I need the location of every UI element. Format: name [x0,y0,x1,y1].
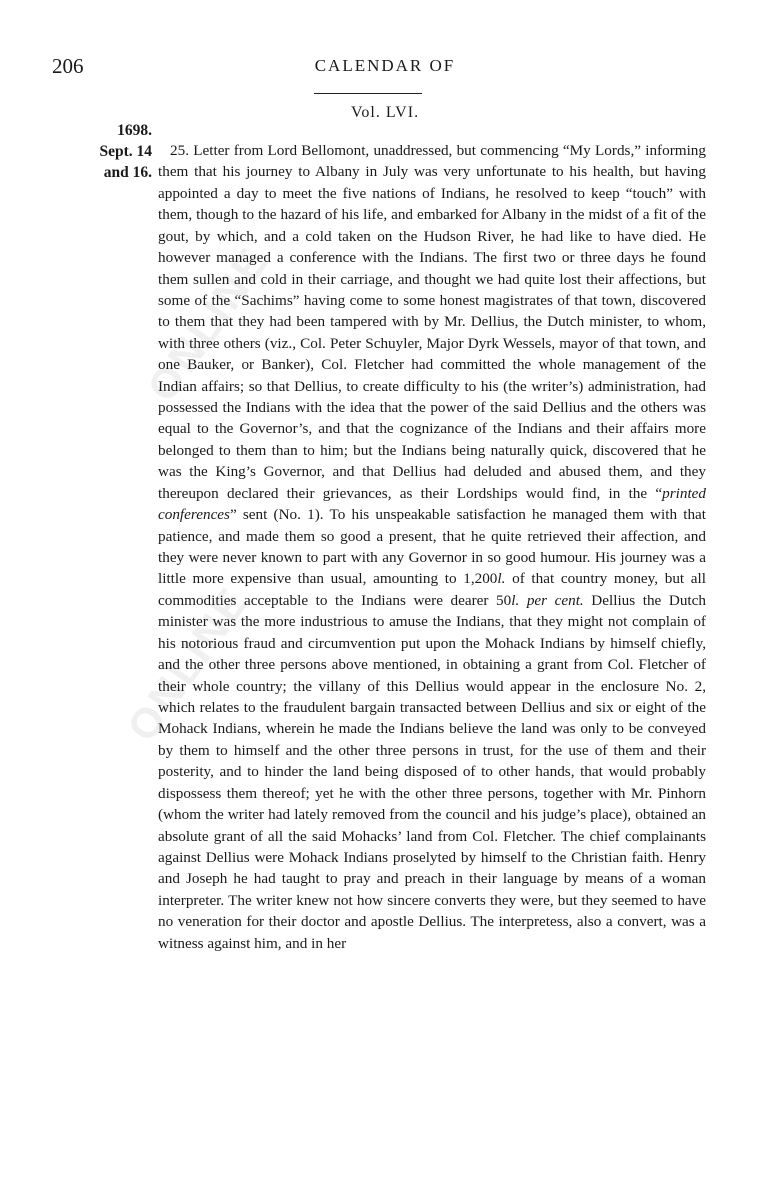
entry-text-part4: Dellius the Dutch minister was the more industrious to amuse the Indians, that they might not complain of his notorious fraud and circumvention put upon the Mohack Indians by himself chiefly, and the other three persons above mentioned, in obtaining a grant from Col. Fletcher of their whole country; the villany of this Dellius would appear in the enclosure No. 2, which relates to the fraudulent bargain transacted between Dellius and six or eight of the Mohack Indians, wherein he made the Indians believe the land was only to be conveyed by them to himself and the other three persons in trust, for the use of them and their posterity, and to hinder the land being disposed of to other hands, that would probably dispossess them thereof; yet he with the other three persons, together with Mr. Pinhorn (whom the writer had lately removed from the council and his judge’s place), obtained an absolute grant of all the said Mohacks’ land from Col. Fletcher. The chief complainants against Dellius were Mohack Indians proselyted by himself to the Christian faith. Henry and Joseph he had taught to pray and preach in their language by means of a woman interpreter. The writer knew not how sincere converts they were, but they seemed to have no veneration for their doctor and apostle Dellius. The interpretess, also a convert, was a witness against him, and in her [158,591,706,952]
watermark: ONLINE [138,237,278,410]
entry-paragraph [158,140,706,954]
calendar-entry [158,140,706,954]
margin-date-note [82,120,152,183]
entry-italic-per-cent: l. per cent. [511,591,584,609]
margin-dates-line1: Sept. 14 [99,143,152,160]
running-title: CALENDAR OF [314,56,456,75]
volume-heading: Vol. LVI. [350,104,420,121]
entry-text-part2: ” sent (No. 1). To his unspeakable satisfaction he managed them with that patience, and made them so good a present, that he quite retrieved their affection, and they were never known to part with any Governor in so good humour. His journey was a little more expensive than usual, amounting to 1,200 [158,506,706,588]
header-rule [314,93,422,94]
page-number: 206 [52,54,84,78]
entry-italic-printed-conferences: printed conferences [158,484,706,524]
entry-text-part3: of that country money, but all commodities acceptable to the Indians were dearer 50 [158,570,706,609]
margin-dates-line2: and 16. [103,164,152,181]
entry-italic-pounds: l. [497,570,506,588]
watermark: ONLINE [118,577,258,750]
entry-text-part1: 25. Letter from Lord Bellomont, unaddressed, but commencing “My Lords,” informing them that his journey to Albany in July was very unfortunate to his health, but having appointed a day to meet the five nations of Indians, he resolved to keep “touch” with them, though to the hazard of his life, and embarked for Albany in the midst of a fit of the gout, by which, and a cold taken on the Hudson River, he had like to have died. He however managed a conference with the Indians. The first two or three days he found them sullen and cold in their carriage, and thought we had quite lost their affections, but some of the “Sachims” having come to some honest magistrates of that town, discovered to them that they had been tampered with by Mr. Dellius, the Dutch minister, to whom, with three others (viz., Col. Peter Schuyler, Major Dyrk Wessels, mayor of that town, and one Bauker, or Banker), Col. Fletcher had committed the whole management of the Indian affairs; so that Dellius, to create difficulty to his (the writer’s) administration, had possessed the Indians with the idea that the power of the said Dellius and the others was equal to the Governor’s, and that the cognizance of the Indians and their affairs more belonged to them than to him; but the Indians being naturally quick, discovered that he was the King’s Governor, and that Dellius had deluded and abused them, and they thereupon declared their grievances, as their Lordships would find, in the “ [158,142,706,502]
margin-year: 1698. [117,122,152,139]
